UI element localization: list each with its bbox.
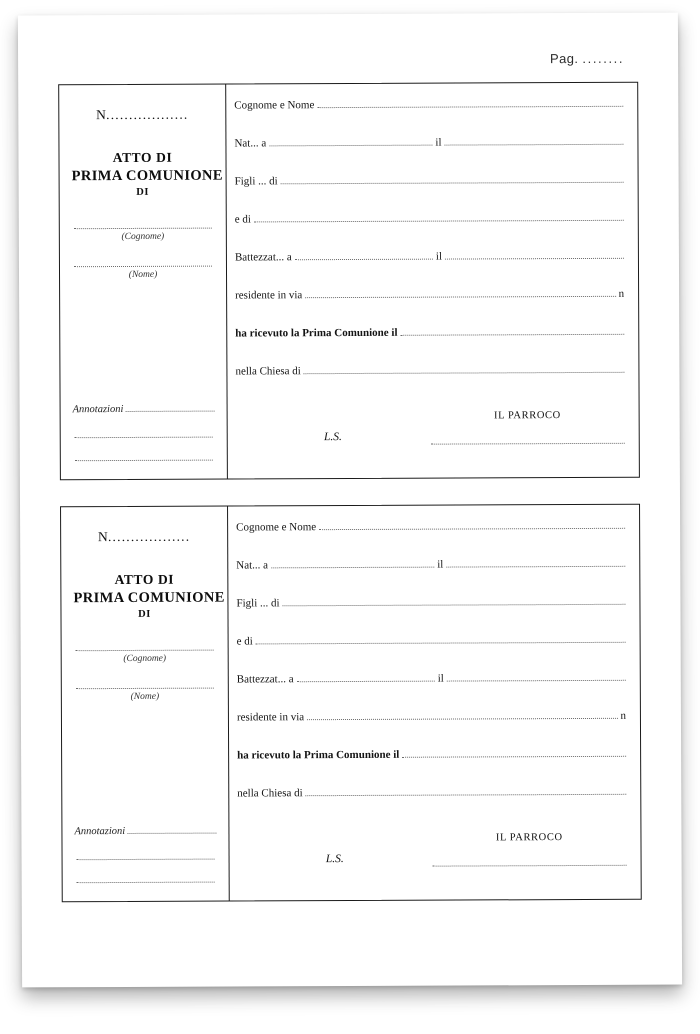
card2-label-ha-ricevuto: ha ricevuto la Prima Comunione il bbox=[237, 748, 400, 762]
card2-parroco-label: IL PARROCO bbox=[495, 832, 563, 844]
card2-field-ha-ricevuto[interactable] bbox=[237, 747, 626, 762]
pag-dots: ........ bbox=[582, 50, 625, 66]
card1-input-chiesa[interactable] bbox=[304, 363, 625, 374]
card2-label-e-di: e di bbox=[236, 635, 253, 648]
page-inner bbox=[18, 13, 682, 988]
card1-label-residente: residente in via bbox=[235, 289, 303, 302]
card2-field-chiesa[interactable] bbox=[237, 785, 626, 800]
card1-field-ha-ricevuto[interactable] bbox=[235, 325, 624, 340]
card1-input-battezzato-a[interactable] bbox=[295, 250, 433, 261]
card1-field-battezzato-a[interactable] bbox=[235, 249, 624, 264]
card2-input-ha-ricevuto[interactable] bbox=[402, 747, 626, 758]
card1-parroco-block bbox=[430, 410, 625, 445]
card2-label-battezzato-a: Battezzat... a bbox=[236, 673, 294, 686]
card2-cognome-rule[interactable] bbox=[76, 650, 214, 652]
card2-label-il: il bbox=[437, 558, 444, 571]
card2-cognome-caption: (Cognome) bbox=[123, 653, 167, 665]
card2-number-dots: .................. bbox=[107, 528, 191, 545]
page-number-line bbox=[58, 51, 638, 69]
card1-label-ha-ricevuto: ha ricevuto la Prima Comunione il bbox=[235, 326, 398, 340]
card1-title-line3: DI bbox=[136, 186, 150, 198]
card2-left-column bbox=[61, 507, 230, 902]
card2-input-figli-di[interactable] bbox=[283, 595, 626, 606]
card2-annotations-fill[interactable] bbox=[127, 824, 216, 834]
card1-input-nato-a[interactable] bbox=[269, 136, 432, 147]
card1-label-e-di: e di bbox=[234, 213, 252, 226]
card2-label-battezzato-il: il bbox=[437, 672, 444, 685]
card1-parroco-label: IL PARROCO bbox=[493, 410, 561, 422]
card1-title-line2: PRIMA COMUNIONE bbox=[71, 167, 224, 185]
card2-field-figli-di[interactable] bbox=[236, 595, 625, 610]
card1-ls-label: L.S. bbox=[323, 431, 342, 444]
card2-label-numero-civico: n bbox=[620, 709, 626, 722]
card1-cognome-rule[interactable] bbox=[74, 228, 212, 230]
card1-field-cognome-nome[interactable] bbox=[234, 97, 623, 112]
card2-nome-caption: (Nome) bbox=[130, 691, 160, 703]
card2-field-e-di[interactable] bbox=[237, 633, 626, 648]
card1-input-residenza[interactable] bbox=[305, 287, 615, 298]
card1-annotations-line2[interactable] bbox=[75, 437, 213, 439]
card1-nome-rule[interactable] bbox=[74, 266, 212, 268]
card2-number-label: N bbox=[97, 529, 108, 545]
card1-cognome-caption: (Cognome) bbox=[121, 231, 165, 243]
card2-title-block bbox=[73, 571, 225, 621]
card1-label-il: il bbox=[435, 136, 442, 149]
card2-title-line3: DI bbox=[138, 608, 151, 620]
card1-label-nato-a: Nat... a bbox=[234, 137, 267, 150]
card2-title-line1: ATTO DI bbox=[114, 571, 175, 588]
card2-input-nato-a[interactable] bbox=[271, 558, 434, 569]
card2-input-battezzato-a[interactable] bbox=[297, 672, 435, 683]
card1-signature-row bbox=[236, 410, 625, 446]
card1-number-label: N bbox=[96, 107, 107, 123]
card1-label-numero-civico: n bbox=[618, 287, 625, 300]
card1-label-figli-di: Figli ... di bbox=[234, 175, 278, 188]
card1-annotations-line3[interactable] bbox=[75, 460, 213, 462]
card2-signature-row bbox=[237, 832, 626, 868]
card1-label-battezzato-il: il bbox=[435, 250, 443, 263]
card1-label-cognome-nome: Cognome e Nome bbox=[234, 99, 315, 112]
card1-input-nato-il[interactable] bbox=[444, 135, 623, 146]
pag-label: Pag. bbox=[549, 50, 579, 67]
card2-input-residenza[interactable] bbox=[307, 709, 617, 720]
card1-left-column bbox=[59, 85, 228, 480]
card2-label-figli-di: Figli ... di bbox=[236, 597, 280, 610]
card1-field-nato-a[interactable] bbox=[234, 135, 623, 150]
document-sheet bbox=[18, 13, 682, 988]
card1-cognome-slot[interactable] bbox=[72, 228, 214, 243]
card2-parroco-signature-line[interactable] bbox=[432, 865, 627, 867]
card2-input-cognome-nome[interactable] bbox=[319, 519, 625, 530]
card2-annotations-row[interactable] bbox=[74, 824, 216, 838]
card2-label-chiesa: nella Chiesa di bbox=[237, 787, 303, 800]
card2-title-line2: PRIMA COMUNIONE bbox=[73, 589, 225, 607]
card1-record-number[interactable] bbox=[71, 107, 213, 124]
card1-annotations-label: Annotazioni bbox=[72, 403, 124, 416]
atto-card-1 bbox=[58, 82, 640, 481]
card1-input-ha-ricevuto[interactable] bbox=[400, 325, 624, 336]
card1-parroco-signature-line[interactable] bbox=[430, 443, 625, 445]
card1-field-e-di[interactable] bbox=[235, 211, 624, 226]
card2-annotations-line3[interactable] bbox=[77, 882, 215, 884]
card2-label-residente: residente in via bbox=[236, 711, 305, 724]
card2-input-chiesa[interactable] bbox=[306, 785, 627, 796]
card1-input-e-di[interactable] bbox=[254, 211, 624, 223]
card2-ls-label: L.S. bbox=[325, 853, 344, 866]
card2-cognome-slot[interactable] bbox=[74, 650, 216, 665]
card1-input-figli-di[interactable] bbox=[281, 173, 624, 184]
card2-field-cognome-nome[interactable] bbox=[236, 519, 625, 534]
card2-nome-rule[interactable] bbox=[76, 688, 214, 690]
card1-label-chiesa: nella Chiesa di bbox=[235, 365, 301, 378]
card1-right-column bbox=[226, 83, 639, 479]
atto-card-2 bbox=[60, 504, 642, 903]
card2-field-battezzato-a[interactable] bbox=[237, 671, 626, 686]
card1-input-cognome-nome[interactable] bbox=[317, 97, 623, 108]
card2-annotations-label: Annotazioni bbox=[74, 825, 126, 838]
card2-right-column bbox=[228, 505, 641, 901]
card1-nome-slot[interactable] bbox=[72, 266, 214, 281]
card2-field-residenza[interactable] bbox=[237, 709, 626, 724]
card1-annotations-fill[interactable] bbox=[125, 402, 214, 412]
card2-record-number[interactable] bbox=[73, 529, 215, 546]
card2-annotations-line2[interactable] bbox=[77, 859, 215, 861]
card1-input-battezzato-il[interactable] bbox=[445, 249, 624, 260]
card1-nome-caption: (Nome) bbox=[128, 269, 158, 281]
card2-nome-slot[interactable] bbox=[74, 688, 216, 703]
card2-field-nato-a[interactable] bbox=[236, 557, 625, 572]
card1-title-line1: ATTO DI bbox=[112, 149, 173, 166]
card2-parroco-block bbox=[432, 832, 627, 867]
card2-label-nato-a: Nat... a bbox=[236, 559, 269, 572]
card1-annotations-row[interactable] bbox=[73, 402, 215, 416]
card2-label-cognome-nome: Cognome e Nome bbox=[236, 521, 317, 534]
card1-field-figli-di[interactable] bbox=[235, 173, 624, 188]
card1-title-block bbox=[71, 149, 224, 199]
card2-input-nato-il[interactable] bbox=[446, 557, 625, 568]
card1-field-residenza[interactable] bbox=[235, 287, 624, 302]
card1-number-dots: .................. bbox=[106, 106, 189, 123]
card1-label-battezzato-a: Battezzat... a bbox=[234, 251, 292, 264]
card1-field-chiesa[interactable] bbox=[235, 363, 624, 378]
card2-input-e-di[interactable] bbox=[256, 633, 626, 645]
card2-input-battezzato-il[interactable] bbox=[447, 671, 626, 682]
